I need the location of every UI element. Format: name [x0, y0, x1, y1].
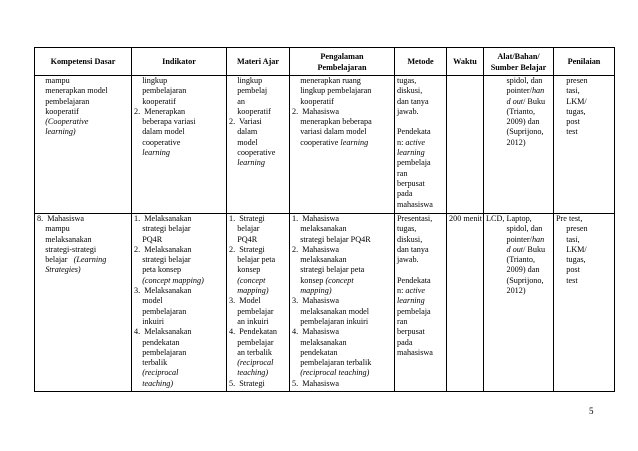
header-waktu: Waktu: [447, 48, 484, 76]
cell-indikator: lingkup pembelajaran kooperatif 2. Menerapkan beberapa variasi dalam model cooperative learning: [132, 76, 227, 214]
cell-metode: Presentasi, tugas, diskusi, dan tanya jawab. Pendekata n: active learning pembelaja ran berpusat pada mahasiswa: [395, 214, 447, 392]
header-penilaian: Penilaian: [554, 48, 615, 76]
cell-indikator: 1. Melaksanakan strategi belajar PQ4R 2. Melaksanakan strategi belajar peta konsep (concept mapping) 3. Melaksanakan model pembelajaran inkuiri 4. Melaksanakan pendekatan pembelajaran terbalik (reciprocal teaching): [132, 214, 227, 392]
cell-kompetensi: 8. Mahasiswa mampu melaksanakan strategi-strategi belajar (Learning Strategies): [35, 214, 132, 392]
header-materi-ajar: Materi Ajar: [227, 48, 290, 76]
cell-penilaian: presen tasi, LKM/ tugas, post test: [554, 76, 615, 214]
cell-materi: 1. Strategi belajar PQ4R 2. Strategi belajar peta konsep (concept mapping) 3. Model pembelajar an inkuiri 4. Pendekatan pembelajar an terbalik (reciprocal teaching) 5. Strategi: [227, 214, 290, 392]
cell-waktu: [447, 76, 484, 214]
page-number: 5: [589, 406, 594, 416]
cell-pengalaman: menerapkan ruang lingkup pembelajaran kooperatif 2. Mahasiswa menerapkan beberapa variasi dalam model cooperative learning: [290, 76, 395, 214]
header-pengalaman-pembelajaran: Pengalaman Pembelajaran: [290, 48, 395, 76]
cell-materi: lingkup pembelaj an kooperatif 2. Variasi dalam model cooperative learning: [227, 76, 290, 214]
table-row: [35, 76, 615, 214]
header-alat-bahan-sumber: Alat/Bahan/ Sumber Belajar: [484, 48, 554, 76]
cell-pengalaman: 1. Mahasiswa melaksanakan strategi belajar PQ4R 2. Mahasiswa melaksanakan strategi belajar peta konsep (concept mapping) 3. Mahasiswa melaksanakan model pembelajaran inkuiri 4. Mahasiswa melaksanakan pendekatan pembelajaran terbalik (reciprocal teaching) 5. Mahasiswa: [290, 214, 395, 392]
cell-waktu: 200 menit: [447, 214, 484, 392]
cell-metode: tugas, diskusi, dan tanya jawab. Pendekata n: active learning pembelaja ran berpusat pada mahasiswa: [395, 76, 447, 214]
cell-penilaian: Pre test, presen tasi, LKM/ tugas, post test: [554, 214, 615, 392]
table-row: [35, 214, 615, 392]
header-indikator: Indikator: [132, 48, 227, 76]
cell-alat: spidol, dan pointer/han d out/ Buku (Trianto, 2009) dan (Suprijono, 2012): [484, 76, 554, 214]
header-kompetensi-dasar: Kompetensi Dasar: [35, 48, 132, 76]
table-header-row: [35, 48, 615, 76]
cell-alat: LCD, Laptop, spidol, dan pointer/han d out/ Buku (Trianto, 2009) dan (Suprijono, 2012): [484, 214, 554, 392]
lesson-plan-table: [34, 47, 615, 392]
header-metode: Metode: [395, 48, 447, 76]
cell-kompetensi: mampu menerapkan model pembelajaran kooperatif (Cooperative learning): [35, 76, 132, 214]
